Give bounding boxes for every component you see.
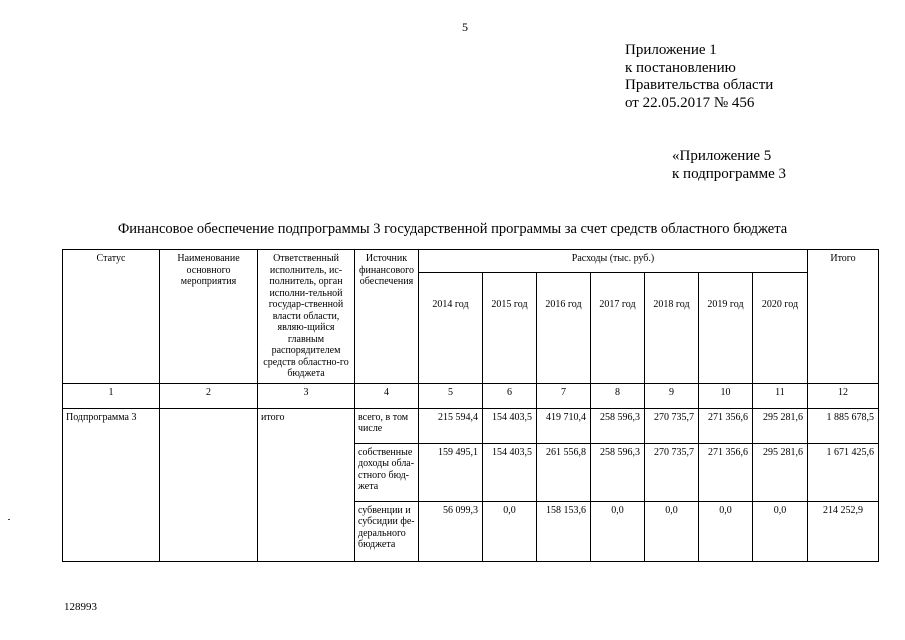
header-year: 2014 год — [419, 272, 483, 383]
column-number: 3 — [258, 383, 355, 408]
value-cell: 154 403,5 — [483, 408, 537, 443]
column-number: 12 — [808, 383, 879, 408]
column-numbers-row — [63, 383, 879, 408]
column-number: 8 — [591, 383, 645, 408]
value-cell: 0,0 — [699, 501, 753, 561]
column-number: 7 — [537, 383, 591, 408]
header-total: Итого — [808, 250, 879, 384]
appendix-1-line-2: к постановлению — [625, 59, 736, 76]
value-cell: 270 735,7 — [645, 443, 699, 501]
value-cell: 295 281,6 — [753, 408, 808, 443]
value-cell: 0,0 — [753, 501, 808, 561]
scan-mark — [8, 519, 10, 520]
header-year: 2015 год — [483, 272, 537, 383]
appendix-5-block — [672, 148, 786, 183]
value-cell: 270 735,7 — [645, 408, 699, 443]
value-cell: 159 495,1 — [419, 443, 483, 501]
header-year: 2020 год — [753, 272, 808, 383]
value-cell: 0,0 — [591, 501, 645, 561]
header-row — [63, 250, 879, 273]
value-cell: 158 153,6 — [537, 501, 591, 561]
column-number: 5 — [419, 383, 483, 408]
appendix-1-line-3: Правительства области — [625, 77, 774, 93]
value-cell: 419 710,4 — [537, 408, 591, 443]
value-cell: 56 099,3 — [419, 501, 483, 561]
appendix-1-line-4: от 22.05.2017 № 456 — [625, 94, 755, 111]
source-cell: собственные доходы обла-стного бюд-жета — [355, 443, 419, 501]
value-cell: 0,0 — [645, 501, 699, 561]
column-number: 9 — [645, 383, 699, 408]
column-number: 1 — [63, 383, 160, 408]
header-year: 2017 год — [591, 272, 645, 383]
page-number: 5 — [462, 20, 468, 34]
total-cell: 214 252,9 — [808, 501, 879, 561]
appendix-5-line-2: к подпрограмме 3 — [672, 165, 786, 182]
value-cell: 261 556,8 — [537, 443, 591, 501]
header-year: 2018 год — [645, 272, 699, 383]
header-status: Статус — [63, 250, 160, 384]
header-responsible: Ответственный исполнитель, ис-полнитель, орган исполни-тельной государ-ственной власти области, являю-щийся главным распорядителем средств областно-го бюджета — [258, 250, 355, 384]
header-expenses: Расходы (тыс. руб.) — [419, 250, 808, 273]
column-number: 10 — [699, 383, 753, 408]
column-number: 6 — [483, 383, 537, 408]
value-cell: 271 356,6 — [699, 408, 753, 443]
value-cell: 258 596,3 — [591, 443, 645, 501]
total-cell: 1 885 678,5 — [808, 408, 879, 443]
value-cell: 258 596,3 — [591, 408, 645, 443]
header-year: 2016 год — [537, 272, 591, 383]
status-cell: Подпрограмма 3 — [63, 408, 160, 561]
appendix-5-line-1: «Приложение 5 — [672, 148, 772, 164]
source-cell: всего, в том числе — [355, 408, 419, 443]
header-year: 2019 год — [699, 272, 753, 383]
responsible-cell: итого — [258, 408, 355, 561]
column-number: 11 — [753, 383, 808, 408]
value-cell: 154 403,5 — [483, 443, 537, 501]
value-cell: 295 281,6 — [753, 443, 808, 501]
value-cell: 271 356,6 — [699, 443, 753, 501]
header-event-name: Наименование основного мероприятия — [160, 250, 258, 384]
value-cell: 215 594,4 — [419, 408, 483, 443]
appendix-1-block — [625, 42, 773, 112]
column-number: 2 — [160, 383, 258, 408]
footer-code: 128993 — [64, 601, 97, 613]
table-row — [63, 408, 879, 443]
total-cell: 1 671 425,6 — [808, 443, 879, 501]
appendix-1-line-1: Приложение 1 — [625, 42, 717, 58]
source-cell: субвенции и субсидии фе-дерального бюджета — [355, 501, 419, 561]
column-number: 4 — [355, 383, 419, 408]
financing-table — [62, 249, 879, 562]
header-source: Источник финансового обеспечения — [355, 250, 419, 384]
event-name-cell — [160, 408, 258, 561]
document-title: Финансовое обеспечение подпрограммы 3 государственной программы за счет средств областного бюджета — [117, 221, 788, 237]
value-cell: 0,0 — [483, 501, 537, 561]
